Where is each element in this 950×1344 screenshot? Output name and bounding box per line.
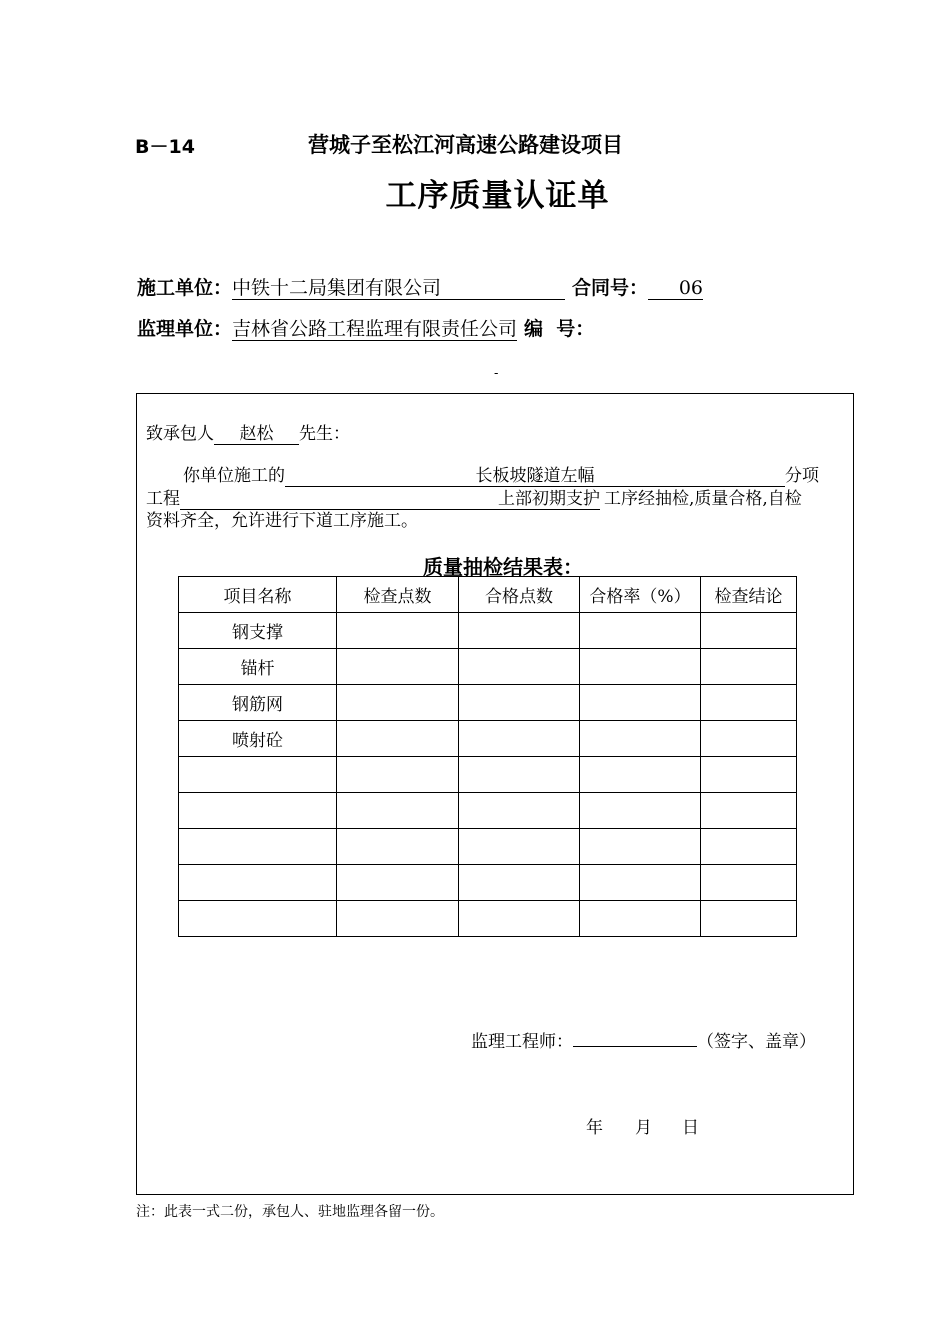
conclusion-cell[interactable] bbox=[701, 829, 797, 865]
salute-prefix: 致承包人 bbox=[146, 424, 214, 444]
pass-points-cell[interactable] bbox=[459, 613, 580, 649]
table-row bbox=[179, 865, 797, 901]
number-label: 编 号： bbox=[524, 318, 595, 340]
salutation bbox=[146, 419, 350, 445]
date-year: 年 bbox=[586, 1118, 603, 1138]
pass-rate-cell[interactable] bbox=[580, 757, 701, 793]
contractor-label: 施工单位： bbox=[137, 277, 233, 299]
paragraph-line-3: 资料齐全，允许进行下道工序施工。 bbox=[146, 511, 418, 531]
work-label: 工程 bbox=[146, 489, 180, 509]
contractor-field[interactable]: 中铁十二局集团有限公司 bbox=[232, 278, 565, 300]
signature-field[interactable] bbox=[573, 1028, 697, 1047]
pass-points-cell[interactable] bbox=[459, 721, 580, 757]
page-title: 工序质量认证单 bbox=[385, 178, 610, 214]
col-header-check-points: 检查点数 bbox=[337, 577, 459, 613]
paragraph-line-1 bbox=[146, 461, 836, 487]
item-name-cell[interactable] bbox=[179, 829, 337, 865]
table-row bbox=[179, 757, 797, 793]
conclusion-cell[interactable] bbox=[701, 685, 797, 721]
conclusion-cell[interactable] bbox=[701, 901, 797, 937]
check-points-cell[interactable] bbox=[337, 901, 459, 937]
pass-points-cell[interactable] bbox=[459, 685, 580, 721]
salute-suffix: 先生： bbox=[299, 424, 350, 444]
contract-no-field[interactable]: 06 bbox=[648, 278, 703, 300]
signature-label: 监理工程师： bbox=[471, 1032, 573, 1052]
item-name-cell: 喷射砼 bbox=[179, 721, 337, 757]
separator-mark: - bbox=[494, 366, 499, 381]
form-number: B－14 bbox=[135, 136, 195, 158]
table-header-row bbox=[179, 577, 797, 613]
pass-rate-cell[interactable] bbox=[580, 613, 701, 649]
date-month: 月 bbox=[635, 1118, 652, 1138]
pass-rate-cell[interactable] bbox=[580, 685, 701, 721]
sign-date bbox=[586, 1113, 699, 1138]
item-name-cell: 钢支撑 bbox=[179, 613, 337, 649]
check-points-cell[interactable] bbox=[337, 865, 459, 901]
pass-rate-cell[interactable] bbox=[580, 649, 701, 685]
col-header-pass-rate: 合格率（%） bbox=[580, 577, 701, 613]
col-header-conclusion: 检查结论 bbox=[701, 577, 797, 613]
item-name-cell: 锚杆 bbox=[179, 649, 337, 685]
supervisor-label: 监理单位： bbox=[137, 318, 233, 340]
contract-no-label: 合同号： bbox=[572, 277, 649, 299]
check-points-cell[interactable] bbox=[337, 757, 459, 793]
conclusion-cell[interactable] bbox=[701, 613, 797, 649]
col-header-item: 项目名称 bbox=[179, 577, 337, 613]
table-row bbox=[179, 613, 797, 649]
contractor-row bbox=[137, 273, 703, 300]
check-points-cell[interactable] bbox=[337, 685, 459, 721]
table-row bbox=[179, 829, 797, 865]
para-suffix: 工序经抽检,质量合格,自检 bbox=[604, 489, 802, 509]
engineer-signature bbox=[471, 1027, 816, 1052]
pass-points-cell[interactable] bbox=[459, 865, 580, 901]
para-prefix: 你单位施工的 bbox=[183, 466, 285, 486]
table-row bbox=[179, 901, 797, 937]
contractor-person-field[interactable]: 赵松 bbox=[214, 425, 299, 445]
pass-rate-cell[interactable] bbox=[580, 901, 701, 937]
table-title: 质量抽检结果表： bbox=[423, 555, 583, 579]
pass-points-cell[interactable] bbox=[459, 829, 580, 865]
project-name: 营城子至松江河高速公路建设项目 bbox=[308, 133, 623, 157]
conclusion-cell[interactable] bbox=[701, 793, 797, 829]
pass-rate-cell[interactable] bbox=[580, 829, 701, 865]
item-name-cell[interactable] bbox=[179, 865, 337, 901]
supervisor-field[interactable]: 吉林省公路工程监理有限责任公司 bbox=[232, 318, 518, 340]
work-name-field[interactable]: 上部初期支护 bbox=[180, 490, 600, 510]
check-points-cell[interactable] bbox=[337, 793, 459, 829]
conclusion-cell[interactable] bbox=[701, 757, 797, 793]
item-name-cell[interactable] bbox=[179, 793, 337, 829]
item-name-cell[interactable] bbox=[179, 901, 337, 937]
pass-points-cell[interactable] bbox=[459, 793, 580, 829]
table-row bbox=[179, 649, 797, 685]
item-name-cell: 钢筋网 bbox=[179, 685, 337, 721]
item-name-cell[interactable] bbox=[179, 757, 337, 793]
subitem-label: 分项 bbox=[785, 466, 819, 486]
quality-check-table bbox=[178, 576, 797, 937]
pass-points-cell[interactable] bbox=[459, 757, 580, 793]
pass-rate-cell[interactable] bbox=[580, 865, 701, 901]
date-day: 日 bbox=[682, 1118, 699, 1138]
table-row bbox=[179, 685, 797, 721]
conclusion-cell[interactable] bbox=[701, 865, 797, 901]
pass-points-cell[interactable] bbox=[459, 901, 580, 937]
check-points-cell[interactable] bbox=[337, 829, 459, 865]
check-points-cell[interactable] bbox=[337, 613, 459, 649]
check-points-cell[interactable] bbox=[337, 649, 459, 685]
conclusion-cell[interactable] bbox=[701, 649, 797, 685]
supervisor-row bbox=[137, 314, 594, 341]
check-points-cell[interactable] bbox=[337, 721, 459, 757]
footnote: 注：此表一式二份，承包人、驻地监理各留一份。 bbox=[136, 1204, 444, 1220]
division-field[interactable]: 长板坡隧道左幅 bbox=[285, 467, 785, 487]
pass-rate-cell[interactable] bbox=[580, 721, 701, 757]
conclusion-cell[interactable] bbox=[701, 721, 797, 757]
signature-suffix: （签字、盖章） bbox=[697, 1032, 816, 1052]
col-header-pass-points: 合格点数 bbox=[459, 577, 580, 613]
table-row bbox=[179, 793, 797, 829]
pass-rate-cell[interactable] bbox=[580, 793, 701, 829]
table-row bbox=[179, 721, 797, 757]
pass-points-cell[interactable] bbox=[459, 649, 580, 685]
